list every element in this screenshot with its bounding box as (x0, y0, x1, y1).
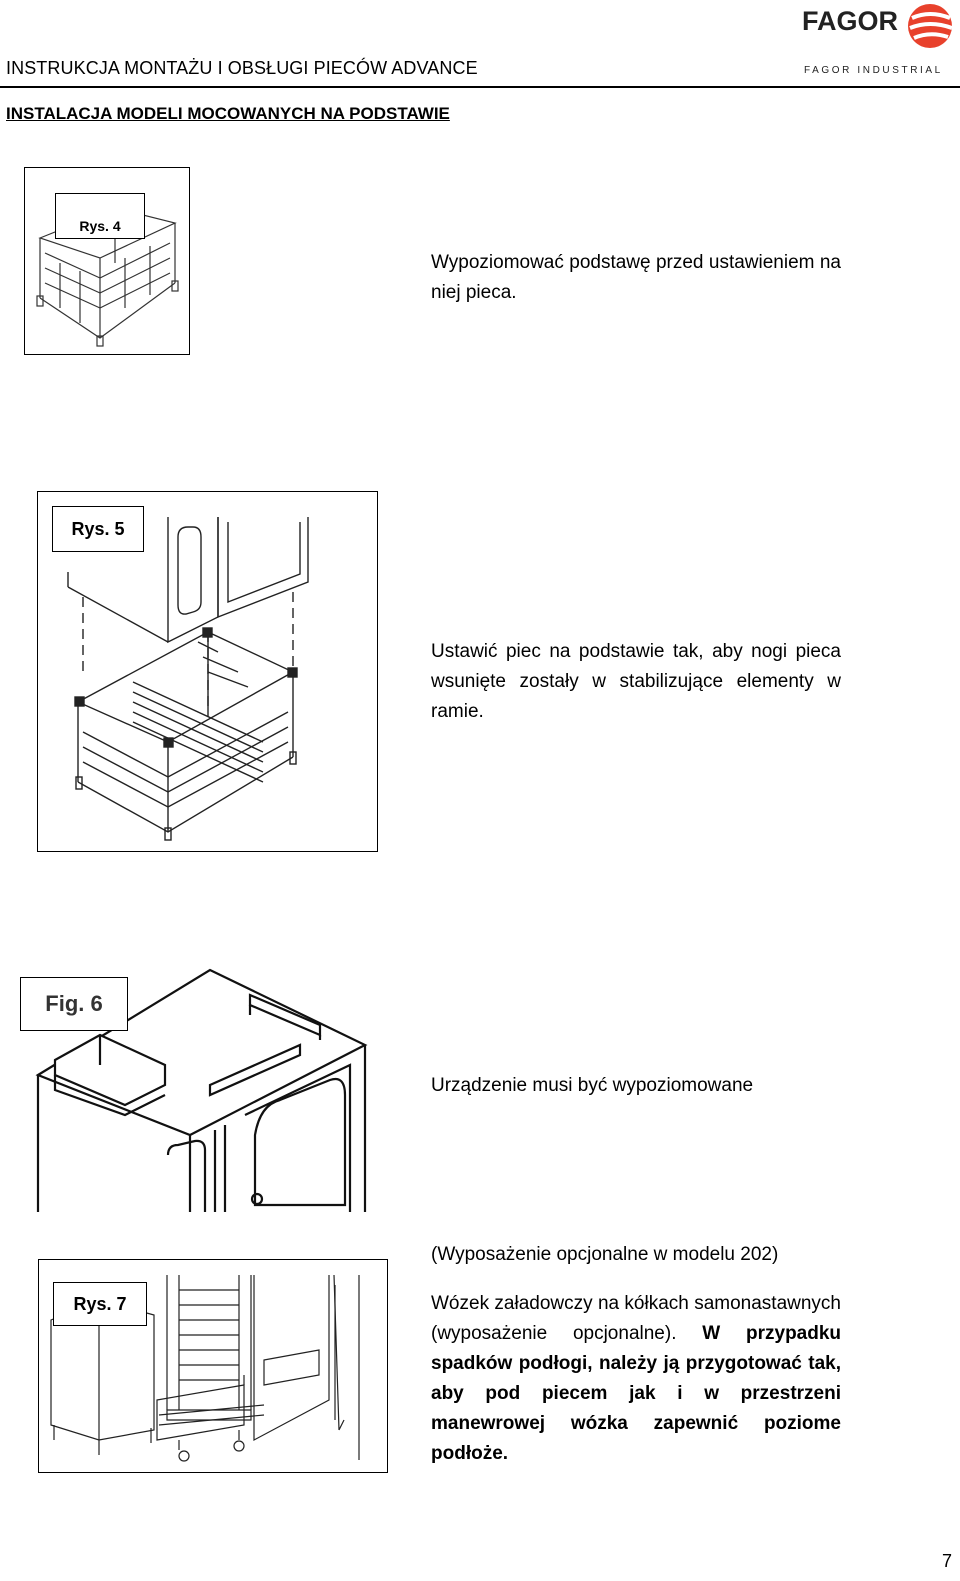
section-title: INSTALACJA MODELI MOCOWANYCH NA PODSTAWIE (6, 104, 450, 123)
trolley-text-normal: Wózek załadowczy na kółkach samonastawnych (wyposażenie opcjonalne). (431, 1293, 841, 1344)
figure-4-stand (24, 167, 190, 355)
figure-5-label: Rys. 5 (52, 506, 144, 552)
trolley-text-bold: W przypadku spadków podłogi, należy ją przygotować tak, aby pod piecem jak i w przestrzeni manewrowej wózka zapewnić poziome podłoże. (431, 1323, 842, 1464)
logo-subtitle: FAGOR INDUSTRIAL (804, 65, 943, 76)
paragraph-level-stand: Wypoziomować podstawę przed ustawieniem na niej pieca. (431, 252, 841, 303)
figure-7-label: Rys. 7 (53, 1282, 147, 1326)
figure-6-label: Fig. 6 (20, 977, 128, 1031)
figure-5-oven-on-stand (37, 491, 378, 852)
paragraph-loading-trolley (431, 1289, 841, 1469)
document-header-title: INSTRUKCJA MONTAŻU I OBSŁUGI PIECÓW ADVANCE (6, 58, 478, 78)
figure-7-loading-trolley (38, 1259, 388, 1473)
figure-6-leveling (20, 965, 370, 1212)
paragraph-optional-202: (Wyposażenie opcjonalne w modelu 202) (431, 1244, 779, 1265)
figure-4-label: Rys. 4 (55, 193, 145, 239)
page-number: 7 (942, 1551, 953, 1571)
header-divider (0, 86, 960, 88)
paragraph-must-be-level: Urządzenie musi być wypoziomowane (431, 1075, 754, 1096)
fagor-logo (800, 2, 960, 78)
fagor-swirl-icon (904, 2, 956, 50)
logo-wordmark: FAGOR (802, 6, 899, 36)
paragraph-place-oven: Ustawić piec na podstawie tak, aby nogi pieca wsunięte zostały w stabilizujące elementy w ramie. (431, 641, 841, 722)
